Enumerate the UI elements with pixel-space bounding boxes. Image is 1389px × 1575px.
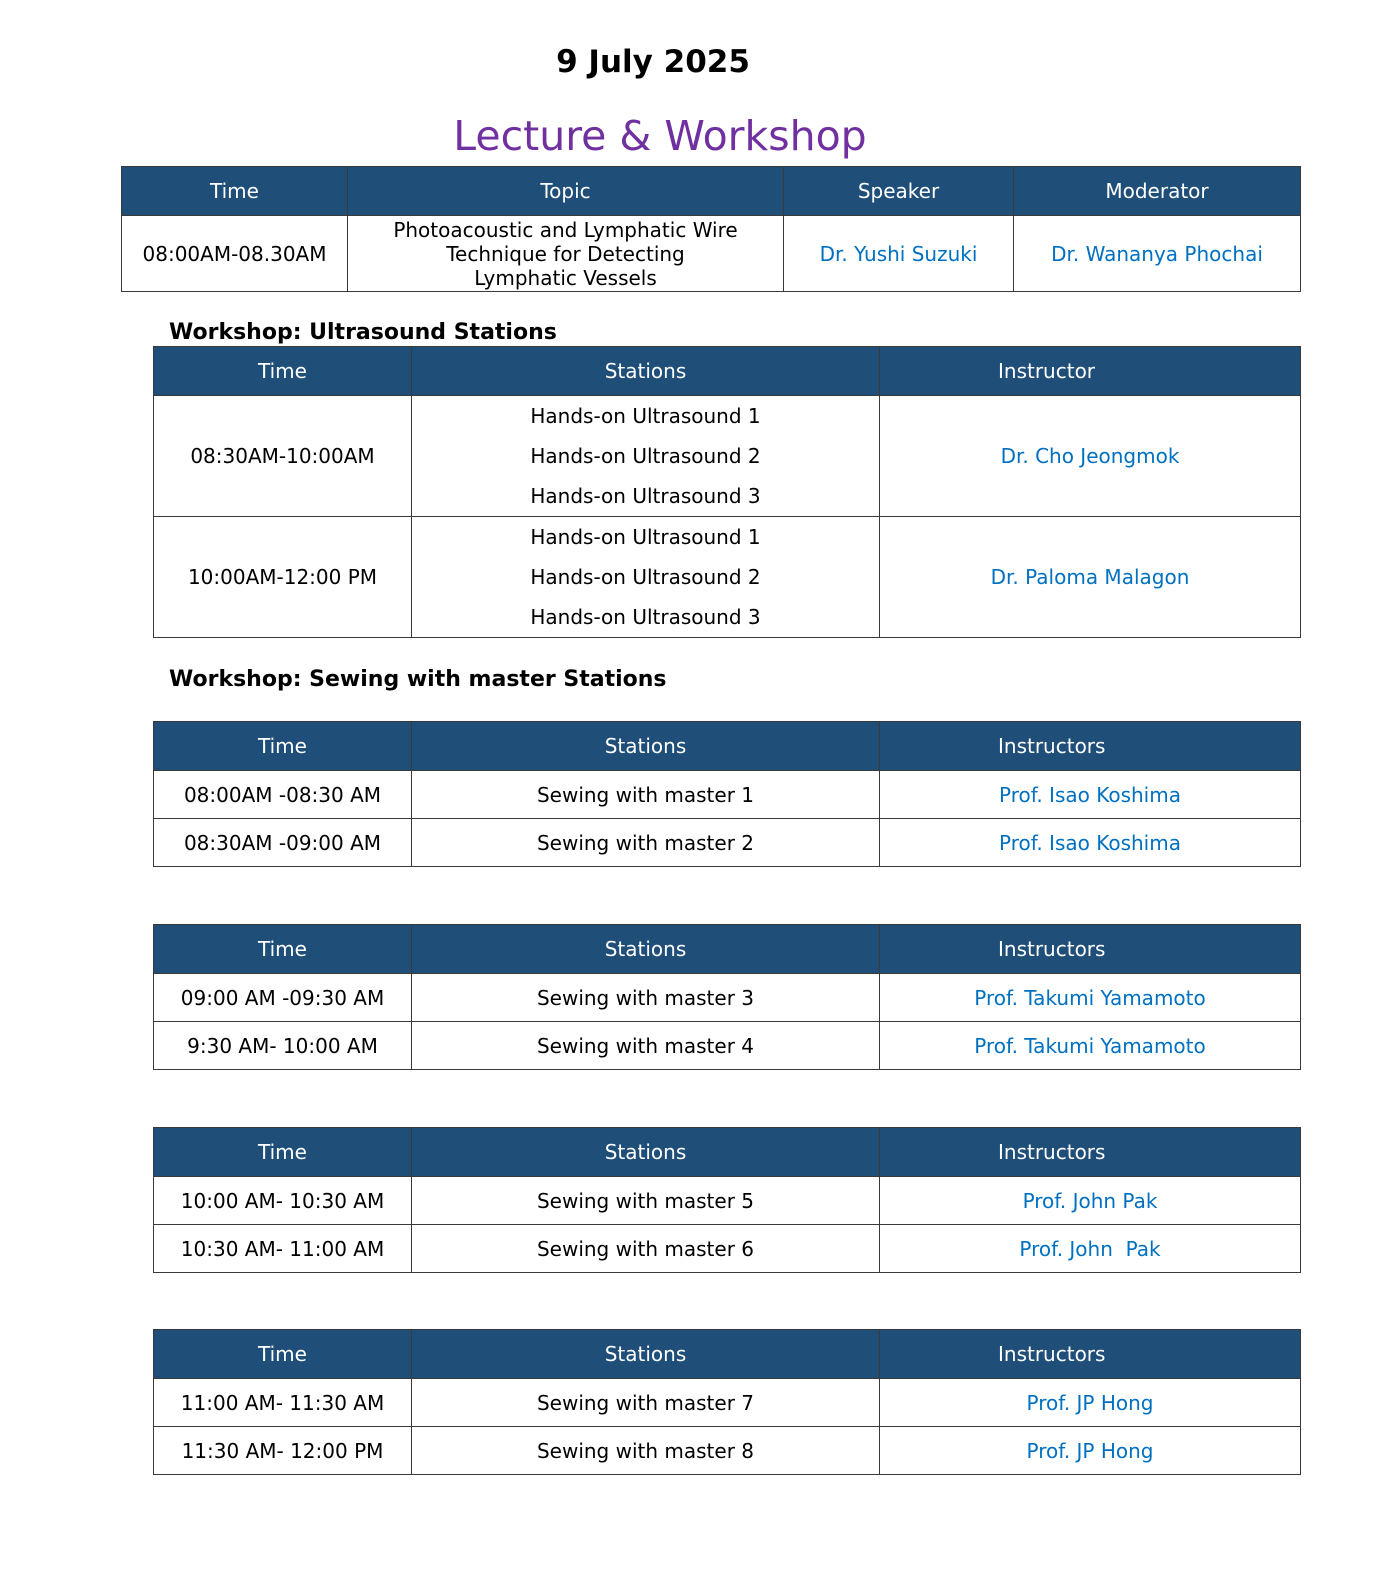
table-row (154, 1427, 1301, 1475)
header-instructors: Instructors (880, 1128, 1301, 1177)
row-instructor: Dr. Cho Jeongmok (880, 396, 1301, 517)
row-time: 08:30AM-10:00AM (154, 396, 412, 517)
sewing-table (153, 924, 1301, 1070)
row-time: 11:00 AM- 11:30 AM (154, 1379, 412, 1427)
row-time: 11:30 AM- 12:00 PM (154, 1427, 412, 1475)
header-stations: Stations (412, 1330, 880, 1379)
station-line: Hands-on Ultrasound 3 (530, 484, 761, 508)
row-time: 08:00AM -08:30 AM (154, 771, 412, 819)
lecture-speaker: Dr. Yushi Suzuki (784, 216, 1014, 292)
topic-line: Photoacoustic and Lymphatic Wire (393, 217, 738, 242)
row-station: Sewing with master 3 (412, 974, 880, 1022)
row-instructor: Prof. Takumi Yamamoto (880, 1022, 1301, 1070)
table-row (154, 1022, 1301, 1070)
row-stations (412, 517, 880, 638)
row-instructor: Prof. John Pak (880, 1177, 1301, 1225)
ultrasound-table (153, 346, 1301, 638)
header-moderator: Moderator (1014, 167, 1301, 216)
section-title-ultrasound: Workshop: Ultrasound Stations (169, 320, 557, 345)
header-instructors: Instructors (880, 925, 1301, 974)
header-time: Time (154, 347, 412, 396)
header-instructor: Instructor (880, 347, 1301, 396)
topic-line: Technique for Detecting (446, 241, 685, 266)
table-row (154, 974, 1301, 1022)
table-row (154, 517, 1301, 638)
row-station: Sewing with master 7 (412, 1379, 880, 1427)
sewing-header-row (154, 925, 1301, 974)
header-time: Time (154, 1128, 412, 1177)
lecture-row (122, 216, 1301, 292)
row-instructor: Prof. John Pak (880, 1225, 1301, 1273)
header-stations: Stations (412, 1128, 880, 1177)
station-line: Hands-on Ultrasound 1 (530, 404, 761, 428)
header-topic: Topic (348, 167, 784, 216)
page-title: Lecture & Workshop (453, 112, 867, 160)
table-row (154, 1379, 1301, 1427)
row-station: Sewing with master 2 (412, 819, 880, 867)
lecture-time: 08:00AM-08.30AM (122, 216, 348, 292)
station-line: Hands-on Ultrasound 1 (530, 525, 761, 549)
row-station: Sewing with master 6 (412, 1225, 880, 1273)
sewing-header-row (154, 722, 1301, 771)
header-time: Time (122, 167, 348, 216)
row-station: Sewing with master 1 (412, 771, 880, 819)
station-line: Hands-on Ultrasound 2 (530, 565, 761, 589)
row-time: 10:00AM-12:00 PM (154, 517, 412, 638)
header-stations: Stations (412, 925, 880, 974)
schedule-date: 9 July 2025 (556, 44, 750, 80)
header-instructors: Instructors (880, 722, 1301, 771)
table-row (154, 396, 1301, 517)
sewing-table (153, 1329, 1301, 1475)
sewing-header-row (154, 1330, 1301, 1379)
row-instructor: Prof. JP Hong (880, 1379, 1301, 1427)
row-time: 09:00 AM -09:30 AM (154, 974, 412, 1022)
header-time: Time (154, 722, 412, 771)
sewing-table (153, 1127, 1301, 1273)
row-instructor: Dr. Paloma Malagon (880, 517, 1301, 638)
sewing-header-row (154, 1128, 1301, 1177)
station-line: Hands-on Ultrasound 3 (530, 605, 761, 629)
lecture-table (121, 166, 1301, 292)
station-line: Hands-on Ultrasound 2 (530, 444, 761, 468)
row-station: Sewing with master 5 (412, 1177, 880, 1225)
sewing-table (153, 721, 1301, 867)
lecture-moderator: Dr. Wananya Phochai (1014, 216, 1301, 292)
row-instructor: Prof. Isao Koshima (880, 771, 1301, 819)
header-speaker: Speaker (784, 167, 1014, 216)
header-time: Time (154, 1330, 412, 1379)
row-time: 08:30AM -09:00 AM (154, 819, 412, 867)
section-title-sewing: Workshop: Sewing with master Stations (169, 667, 667, 692)
table-row (154, 1225, 1301, 1273)
row-station: Sewing with master 4 (412, 1022, 880, 1070)
header-time: Time (154, 925, 412, 974)
table-row (154, 771, 1301, 819)
row-stations (412, 396, 880, 517)
row-station: Sewing with master 8 (412, 1427, 880, 1475)
row-instructor: Prof. JP Hong (880, 1427, 1301, 1475)
row-instructor: Prof. Isao Koshima (880, 819, 1301, 867)
header-stations: Stations (412, 347, 880, 396)
lecture-topic (348, 216, 784, 292)
lecture-header-row (122, 167, 1301, 216)
topic-line: Lymphatic Vessels (474, 265, 657, 290)
header-stations: Stations (412, 722, 880, 771)
table-row (154, 1177, 1301, 1225)
row-time: 10:00 AM- 10:30 AM (154, 1177, 412, 1225)
row-time: 9:30 AM- 10:00 AM (154, 1022, 412, 1070)
row-time: 10:30 AM- 11:00 AM (154, 1225, 412, 1273)
row-instructor: Prof. Takumi Yamamoto (880, 974, 1301, 1022)
table-row (154, 819, 1301, 867)
header-instructors: Instructors (880, 1330, 1301, 1379)
ultrasound-header-row (154, 347, 1301, 396)
